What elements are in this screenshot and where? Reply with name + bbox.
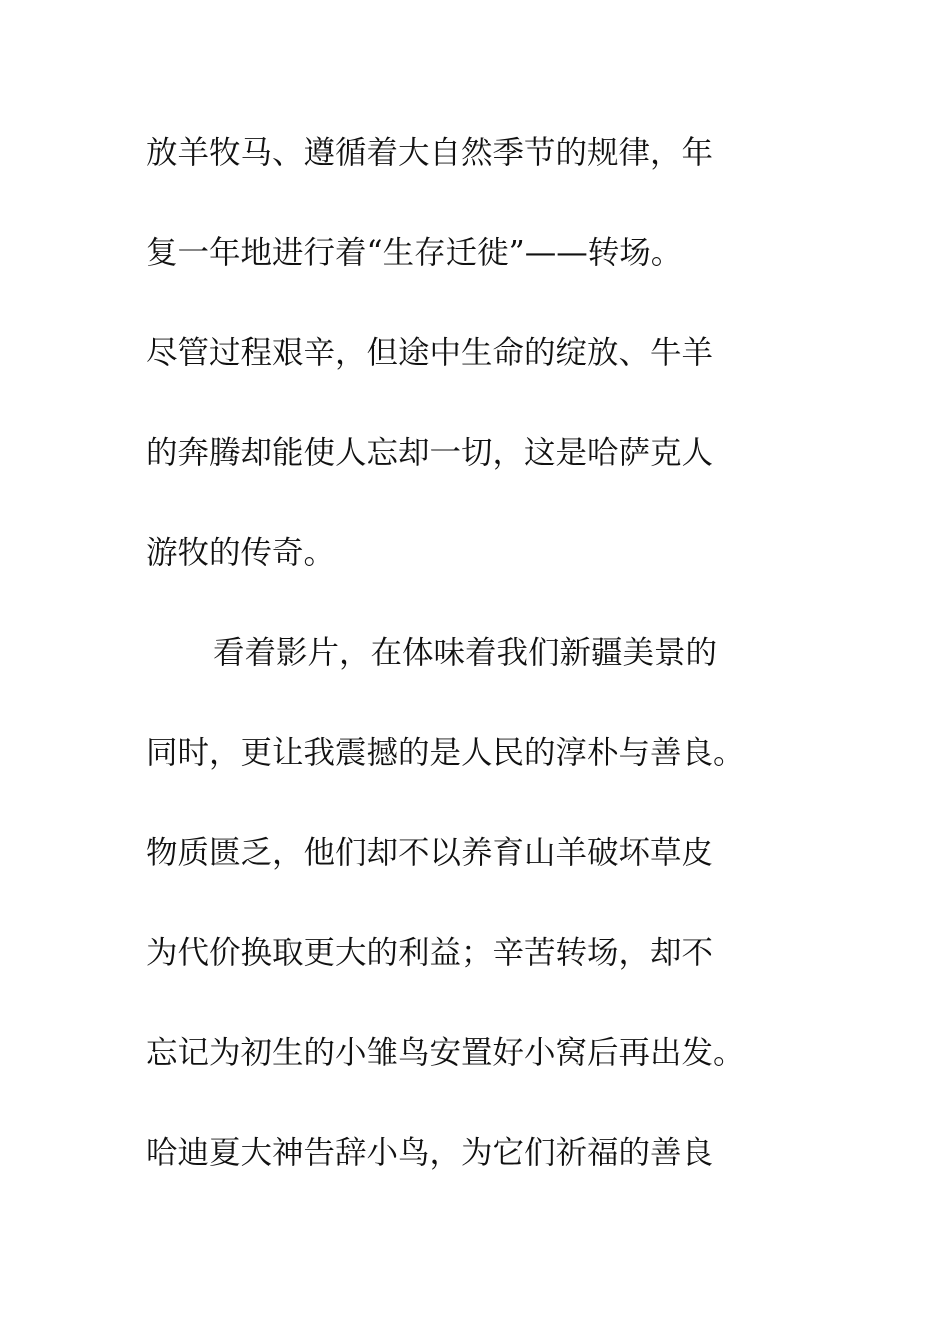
- text-line: 忘记为初生的小雏鸟安置好小窝后再出发。: [146, 1035, 745, 1071]
- text-line: 的奔腾却能使人忘却一切，这是哈萨克人: [146, 435, 714, 471]
- text-line: 同时，更让我震撼的是人民的淳朴与善良。: [146, 735, 745, 771]
- text-line: 物质匮乏，他们却不以养育山羊破坏草皮: [146, 835, 714, 871]
- text-line: 为代价换取更大的利益；辛苦转场，却不: [146, 935, 714, 971]
- text-line: 尽管过程艰辛，但途中生命的绽放、牛羊: [146, 335, 714, 371]
- text-line: 放羊牧马、遵循着大自然季节的规律，年: [146, 135, 714, 171]
- body-text: [146, 128, 826, 1228]
- paragraph-start-line: 看着影片，在体味着我们新疆美景的: [213, 635, 718, 671]
- text-line: 哈迪夏大神告辞小鸟，为它们祈福的善良: [146, 1135, 714, 1171]
- text-line: 游牧的传奇。: [146, 535, 336, 571]
- text-line: 复一年地进行着“生存迁徙”——转场。: [146, 235, 683, 271]
